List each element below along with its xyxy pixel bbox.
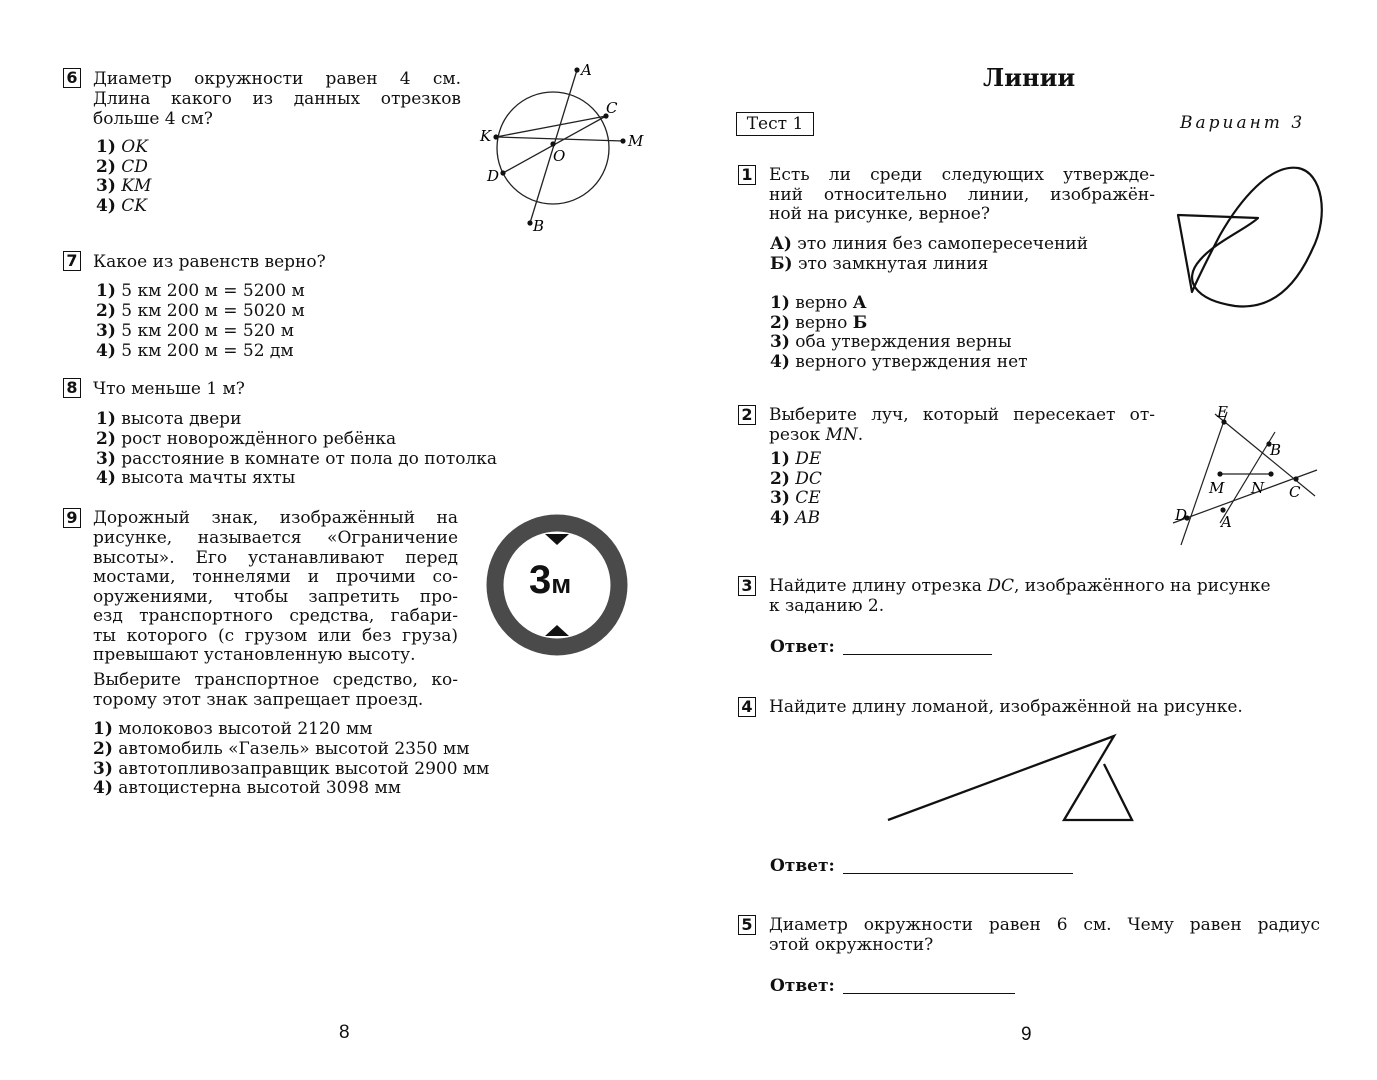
option-number: 2) (96, 301, 116, 321)
option-value: CE (795, 488, 821, 508)
label-A: A (581, 61, 592, 79)
variant-label: Вариант 3 (1180, 113, 1306, 133)
label-D: D (1175, 506, 1188, 524)
q9-text-line: Дорожный знак, изображённый на (93, 508, 458, 528)
option-number: 4) (96, 468, 116, 488)
q9-text-line: езд транспортного средства, габари- (93, 606, 458, 626)
sign-label (529, 558, 571, 603)
q3-text-segment: DC (987, 576, 1014, 596)
question-number-8: 8 (63, 378, 81, 398)
q8-option (96, 409, 241, 429)
q1-text-line: ной на рисунке, верное? (769, 204, 990, 224)
page-title: Линии (983, 63, 1076, 92)
option-number: 4) (770, 352, 790, 372)
option-value: KM (121, 176, 152, 196)
q3-text-line: к заданию 2. (769, 596, 885, 616)
option-number: 2) (770, 469, 790, 489)
statement-letter: Б) (770, 254, 793, 274)
q8-option (96, 468, 295, 488)
q2-text-line (769, 425, 863, 445)
q5-answer-label: Ответ: (770, 976, 835, 996)
statement-text: это замкнутая линия (797, 254, 989, 274)
question-number-5: 5 (738, 915, 756, 935)
q2-option (770, 449, 821, 469)
option-value: CD (121, 157, 148, 177)
q3-answer-field[interactable] (843, 654, 992, 655)
option-number: 1) (93, 719, 113, 739)
q9-text-line: торому этот знак запрещает проезд. (93, 690, 424, 710)
option-number: 1) (96, 137, 116, 157)
question-number-4: 4 (738, 697, 756, 717)
q8-option (96, 429, 396, 449)
q9-text-line: Выберите транспортное средство, ко- (93, 670, 458, 690)
q8-option (96, 449, 497, 469)
option-number: 4) (96, 341, 116, 361)
option-value: 5 км 200 м = 52 дм (121, 341, 294, 361)
option-number: 4) (96, 196, 116, 216)
option-value: 5 км 200 м = 520 м (121, 321, 294, 341)
option-number: 2) (770, 313, 790, 333)
option-value: автоцистерна высотой 3098 мм (118, 778, 401, 798)
option-number: 2) (96, 157, 116, 177)
question-number-9: 9 (63, 508, 81, 528)
option-number: 3) (93, 759, 113, 779)
option-bold-letter: Б (852, 313, 868, 333)
q2-text-pre: резок (769, 425, 826, 445)
q1-text-line: Есть ли среди следующих утвержде- (769, 165, 1155, 185)
option-value: 5 км 200 м = 5200 м (121, 281, 305, 301)
q6-text-line: Диаметр окружности равен 4 см. (93, 69, 461, 89)
option-value: DE (795, 449, 822, 469)
option-value: AB (795, 508, 821, 528)
point-A (574, 67, 579, 72)
q4-answer-field[interactable] (843, 873, 1073, 874)
option-value: высота мачты яхты (121, 468, 296, 488)
q9-text-line: рисунке, называется «Ограничение (93, 528, 458, 548)
point-A (1220, 507, 1225, 512)
q9-text-line: мостами, тоннелями и прочими со- (93, 567, 458, 587)
rays-figure (1165, 400, 1335, 550)
q9-option (93, 719, 372, 739)
label-M: M (628, 132, 644, 150)
question-number-3: 3 (738, 576, 756, 596)
q6-option (96, 137, 148, 157)
option-value: верно (795, 313, 853, 333)
label-M: M (1209, 479, 1225, 497)
point-N (1268, 471, 1273, 476)
option-value: CK (121, 196, 147, 216)
q1-text-line: ний относительно линии, изображён- (769, 185, 1155, 205)
sign-number: 3 (529, 558, 552, 602)
q6-option (96, 196, 147, 216)
question-number-1: 1 (738, 165, 756, 185)
point-C (1293, 476, 1298, 481)
point-M (620, 138, 625, 143)
option-number: 2) (93, 739, 113, 759)
q6-option (96, 176, 151, 196)
label-B: B (533, 217, 545, 235)
label-E: E (1217, 403, 1228, 421)
option-value: расстояние в комнате от пола до потолка (121, 449, 498, 469)
point-M (1217, 471, 1222, 476)
q9-text-line: оружениями, чтобы запретить про- (93, 587, 458, 607)
question-number-6: 6 (63, 68, 81, 88)
segment-KM (496, 137, 623, 141)
point-B (527, 220, 532, 225)
option-number: 1) (770, 293, 790, 313)
q4-answer-label: Ответ: (770, 856, 835, 876)
curve-figure (1170, 160, 1335, 320)
q9-option (93, 778, 401, 798)
q7-text: Какое из равенств верно? (93, 252, 326, 272)
circle-figure (470, 55, 660, 245)
option-bold-letter: А (852, 293, 867, 313)
option-value: автотопливозаправщик высотой 2900 мм (118, 759, 490, 779)
option-value: OK (121, 137, 148, 157)
page-number-left: 8 (339, 1022, 350, 1043)
q5-text-line: Диаметр окружности равен 6 см. Чему равен радиус (769, 915, 1320, 935)
option-number: 4) (770, 508, 790, 528)
statement-letter: А) (770, 234, 792, 254)
label-C: C (1289, 483, 1301, 501)
q2-option (770, 488, 821, 508)
page-number-right: 9 (1021, 1024, 1032, 1045)
q7-option (96, 321, 294, 341)
option-number: 3) (96, 321, 116, 341)
point-D (500, 170, 505, 175)
point-O (550, 141, 555, 146)
option-value: оба утверждения верны (795, 332, 1012, 352)
option-value: рост новорождённого ребёнка (121, 429, 397, 449)
option-number: 2) (96, 429, 116, 449)
q9-option (93, 739, 469, 759)
line-AB (1220, 432, 1275, 523)
q6-option (96, 157, 148, 177)
option-value: верно (795, 293, 853, 313)
q4-text: Найдите длину ломаной, изображённой на рисунке. (769, 697, 1243, 717)
q2-text-post: . (857, 425, 864, 445)
sign-unit: м (551, 569, 572, 599)
q9-text-line: высоты». Его устанавливают перед (93, 548, 458, 568)
q8-text: Что меньше 1 м? (93, 379, 245, 399)
q5-text-line: этой окружности? (769, 935, 934, 955)
option-value: верного утверждения нет (795, 352, 1028, 372)
q3-text-post: , изображённого на рисунке (1013, 576, 1271, 596)
q2-option (770, 469, 822, 489)
label-N: N (1251, 479, 1265, 497)
test-label-box: Тест 1 (736, 112, 814, 136)
point-K (493, 134, 498, 139)
q9-text-line: ты которого (с грузом или без груза) (93, 626, 458, 646)
q3-text-line (769, 576, 1271, 596)
q1-statement (770, 234, 1088, 254)
q6-text-line: Длина какого из данных отрезков (93, 89, 461, 109)
q1-statement (770, 254, 988, 274)
q9-text-line: превышают установленную высоту. (93, 645, 416, 665)
closed-self-intersecting-curve (1178, 168, 1322, 307)
option-number: 3) (770, 488, 790, 508)
q9-option (93, 759, 489, 779)
q5-answer-field[interactable] (843, 993, 1015, 994)
q7-option (96, 341, 294, 361)
label-D: D (487, 167, 500, 185)
q2-text-segment: MN (825, 425, 858, 445)
q1-option (770, 313, 867, 333)
q1-option (770, 352, 1028, 372)
option-number: 3) (96, 449, 116, 469)
option-number: 3) (770, 332, 790, 352)
label-A: A (1221, 513, 1232, 531)
question-number-2: 2 (738, 405, 756, 425)
broken-line (888, 736, 1132, 820)
q3-answer-label: Ответ: (770, 637, 835, 657)
option-value: 5 км 200 м = 5020 м (121, 301, 305, 321)
segment-KC (496, 116, 606, 137)
option-value: молоковоз высотой 2120 мм (118, 719, 373, 739)
option-number: 1) (96, 281, 116, 301)
label-K: K (480, 127, 492, 145)
option-value: высота двери (121, 409, 242, 429)
question-number-7: 7 (63, 251, 81, 271)
label-C: C (606, 99, 618, 117)
q1-option (770, 332, 1012, 352)
label-O: O (553, 147, 566, 165)
q1-option (770, 293, 867, 313)
q7-option (96, 281, 305, 301)
q3-text-pre: Найдите длину отрезка (769, 576, 988, 596)
statement-text: это линия без самопересечений (797, 234, 1089, 254)
q2-text-line: Выберите луч, который пересекает от- (769, 405, 1155, 425)
option-value: автомобиль «Газель» высотой 2350 мм (118, 739, 470, 759)
option-number: 1) (770, 449, 790, 469)
label-B: B (1270, 441, 1282, 459)
q6-text-line: больше 4 см? (93, 109, 213, 129)
option-value: DC (795, 469, 822, 489)
option-number: 4) (93, 778, 113, 798)
q7-option (96, 301, 305, 321)
option-number: 1) (96, 409, 116, 429)
option-number: 3) (96, 176, 116, 196)
q2-option (770, 508, 820, 528)
polyline-figure (880, 730, 1180, 830)
